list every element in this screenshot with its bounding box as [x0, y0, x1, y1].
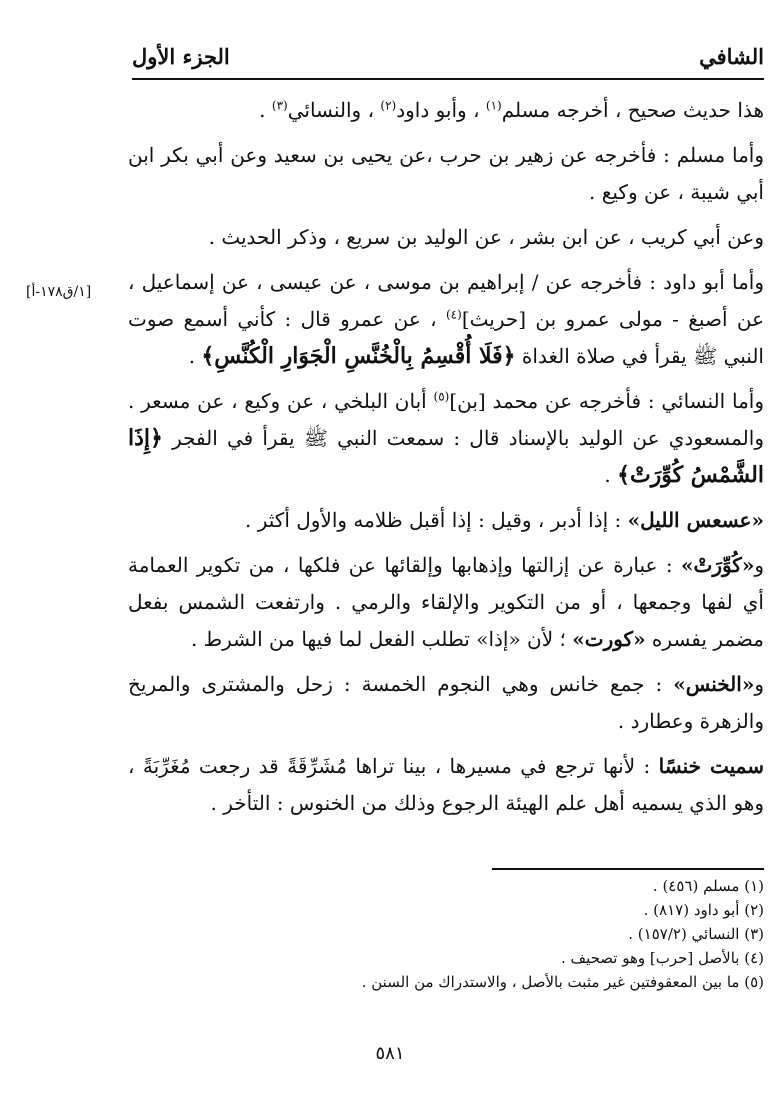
footnote-ref-1[interactable]: (١): [485, 98, 502, 113]
header-volume: الجزء الأول: [132, 44, 230, 69]
paragraph-text: ، وأبو داود: [396, 98, 486, 122]
paragraph-muslim: وأما مسلم : فأخرجه عن زهير بن حرب ،عن يحيى بن سعيد وعن أبي بكر ابن أبي شيبة ، عن وكيع .: [128, 143, 764, 204]
paragraph-text: و: [754, 672, 764, 696]
glossary-term: «كورت»: [572, 627, 646, 651]
footnotes: [128, 874, 764, 994]
footnote-5: (٥) ما بين المعقوفتين غير مثبت بالأصل ، والاستدراك من السنن .: [361, 973, 764, 991]
footnote-rule: [492, 868, 764, 870]
paragraph-text: وأما أبو داود : فأخرجه عن / إبراهيم بن موسى ، عن عيسى ، عن إسماعيل ، عن أصبغ - مولى عمرو بن [حريث]: [128, 270, 764, 331]
paragraph-khunnas: [128, 666, 764, 740]
main-text: [128, 92, 764, 830]
page-number: ٥٨١: [375, 1043, 405, 1064]
paragraph-text: .: [259, 98, 272, 122]
paragraph-text: ؛ لأن «إذا» تطلب الفعل لما فيها من الشرط .: [190, 627, 573, 651]
footnote-ref-4[interactable]: (٤): [445, 307, 462, 322]
glossary-term: سميت خنسًا: [658, 754, 765, 778]
glossary-term: «كُوِّرَتْ»: [680, 553, 755, 577]
paragraph-text: : عبارة عن إزالتها وإذهابها وإلقائها عن فلكها ، من تكوير العمامة أي لفها وجمعها ، أو من التكوير والإلقاء والرمي . وارتفعت الشمس بفعل مضمر يفسره: [128, 553, 764, 651]
paragraph-text: هذا حديث صحيح ، أخرجه مسلم: [501, 98, 764, 122]
paragraph-text: أبان البلخي ، عن وكيع ، عن مسعر . والمسعودي عن الوليد بالإسناد قال : سمعت النبي ﷺ يقرأ في الفجر: [128, 389, 764, 450]
footnote-3: (٣) النسائي (١٥٧/٢) .: [628, 925, 764, 943]
paragraph-text: .: [604, 463, 618, 487]
paragraph-naming: [128, 748, 764, 822]
paragraph-hadith-grading: [128, 92, 764, 129]
paragraph-text: ، عن عمرو قال : كأني أسمع صوت النبي ﷺ يقرأ في صلاة الغداة: [128, 307, 764, 368]
glossary-term: «الخنس»: [673, 672, 755, 696]
paragraph-nasai: [128, 383, 764, 494]
footnote-1: (١) مسلم (٤٥٦) .: [652, 877, 764, 895]
quran-verse: ﴿فَلَا أُقْسِمُ بِالْخُنَّسِ الْجَوَارِ الْكُنَّسِ﴾: [201, 343, 516, 369]
header-rule: [132, 78, 764, 80]
paragraph-text: : جمع خانس وهي النجوم الخمسة : زحل والمشترى والمريخ والزهرة وعطارد .: [128, 672, 764, 733]
glossary-term: «عسعس الليل»: [627, 508, 764, 532]
paragraph-text: .: [188, 344, 202, 368]
paragraph-asasa: [128, 502, 764, 539]
header-book-title: الشافي: [699, 44, 764, 69]
manuscript-folio-note: [١/ق١٧٨-أ]: [26, 284, 92, 300]
footnote-ref-2[interactable]: (٢): [380, 98, 397, 113]
paragraph-text: وأما النسائي : فأخرجه عن محمد [بن]: [449, 389, 764, 413]
paragraph-abu-dawud: [128, 264, 764, 375]
paragraph-kuwwirat: [128, 547, 764, 658]
paragraph-text: : لأنها ترجع في مسيرها ، بينا تراها مُشَرِّقَةً قد رجعت مُغَرِّبَةً ، وهو الذي يسميه أهل علم الهيئة الرجوع وذلك من الخنوس : التأخر .: [128, 754, 764, 815]
quran-verse: ﴿إِذَا الشَّمْسُ كُوِّرَتْ﴾: [128, 425, 764, 488]
paragraph-text: ، والنسائي: [287, 98, 381, 122]
footnote-2: (٢) أبو داود (٨١٧) .: [643, 901, 764, 919]
paragraph-text: : إذا أدبر ، وقيل : إذا أقبل ظلامه والأول أكثر .: [245, 508, 628, 532]
footnote-4: (٤) بالأصل [حرب] وهو تصحيف .: [561, 949, 764, 967]
footnote-ref-5[interactable]: (٥): [433, 389, 450, 404]
footnote-ref-3[interactable]: (٣): [271, 98, 288, 113]
running-header: [132, 40, 764, 76]
paragraph-abu-kurayb: وعن أبي كريب ، عن ابن بشر ، عن الوليد بن سريع ، وذكر الحديث .: [208, 225, 764, 249]
paragraph-text: و: [754, 553, 764, 577]
